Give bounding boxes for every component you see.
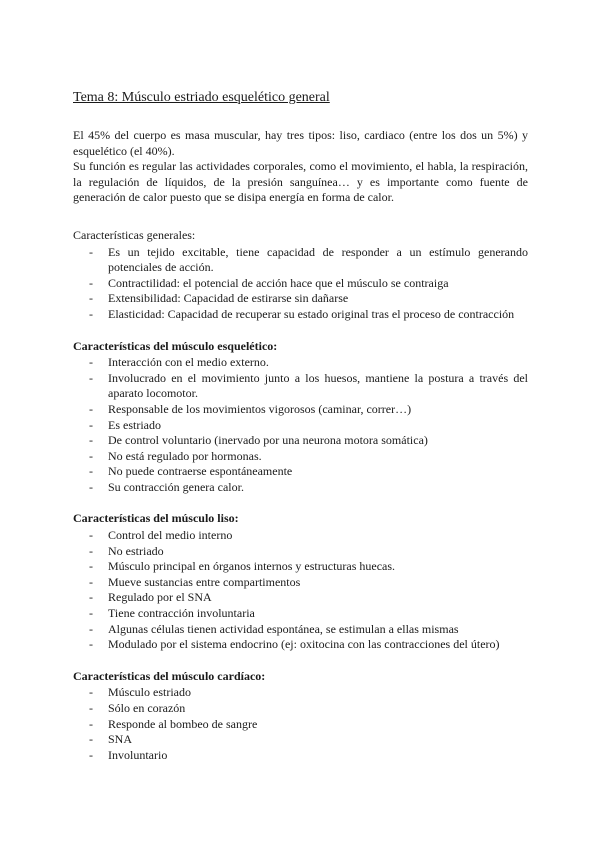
list-item: - Modulado por el sistema endocrino (ej: oxitocina con las contracciones del útero): [73, 637, 528, 653]
list-item: - Responsable de los movimientos vigorosos (caminar, correr…): [73, 402, 528, 418]
list-item: - Tiene contracción involuntaria: [73, 606, 528, 622]
spacer: [73, 495, 528, 511]
list-item: - Contractilidad: el potencial de acción hace que el músculo se contraiga: [73, 276, 528, 292]
list-item: - Involucrado en el movimiento junto a los huesos, mantiene la postura a través del aparato locomotor.: [73, 371, 528, 402]
list-item: - Su contracción genera calor.: [73, 480, 528, 496]
list-item: - Elasticidad: Capacidad de recuperar su estado original tras el proceso de contracción: [73, 307, 528, 323]
skeletal-list: [73, 355, 528, 495]
skeletal-heading: Características del músculo esquelético:: [73, 338, 278, 353]
spacer: [73, 653, 528, 669]
list-item: - Responde al bombeo de sangre: [73, 717, 528, 733]
list-item: - Es un tejido excitable, tiene capacidad de responder a un estímulo generando potenciales de acción.: [73, 245, 528, 276]
list-item: - Extensibilidad: Capacidad de estirarse sin dañarse: [73, 291, 528, 307]
list-item: - De control voluntario (inervado por una neurona motora somática): [73, 433, 528, 449]
spacer: [73, 206, 528, 228]
cardiac-list: [73, 685, 528, 763]
list-item: - No está regulado por hormonas.: [73, 449, 528, 465]
list-item: - Mueve sustancias entre compartimentos: [73, 575, 528, 591]
document-body: [73, 89, 528, 763]
general-heading: Características generales:: [73, 227, 196, 242]
intro-paragraph-1: El 45% del cuerpo es masa muscular, hay tres tipos: liso, cardiaco (entre los dos un 5%) y esquelético (el 40%).: [73, 128, 528, 158]
cardiac-heading: Características del músculo cardíaco:: [73, 668, 266, 683]
list-item: - SNA: [73, 732, 528, 748]
general-list: [73, 245, 528, 323]
list-item: - Músculo estriado: [73, 685, 528, 701]
list-item: - Músculo principal en órganos internos y estructuras huecas.: [73, 559, 528, 575]
list-item: - No puede contraerse espontáneamente: [73, 464, 528, 480]
list-item: - Regulado por el SNA: [73, 590, 528, 606]
spacer: [73, 323, 528, 339]
document-title: Tema 8: Músculo estriado esquelético general: [73, 90, 330, 105]
list-item: - Interacción con el medio externo.: [73, 355, 528, 371]
list-item: - Involuntario: [73, 748, 528, 764]
list-item: - Algunas células tienen actividad espontánea, se estimulan a ellas mismas: [73, 622, 528, 638]
list-item: - Es estriado: [73, 418, 528, 434]
list-item: - No estriado: [73, 544, 528, 560]
smooth-heading: Características del músculo liso:: [73, 511, 239, 526]
intro-paragraph-2: Su función es regular las actividades corporales, como el movimiento, el habla, la respiración, la regulación de líquidos, de la presión sanguínea… y es importante como fuente de generación de calor puesto que se disipa energía en forma de calor.: [73, 159, 528, 205]
list-item: - Sólo en corazón: [73, 701, 528, 717]
smooth-list: [73, 528, 528, 653]
list-item: - Control del medio interno: [73, 528, 528, 544]
